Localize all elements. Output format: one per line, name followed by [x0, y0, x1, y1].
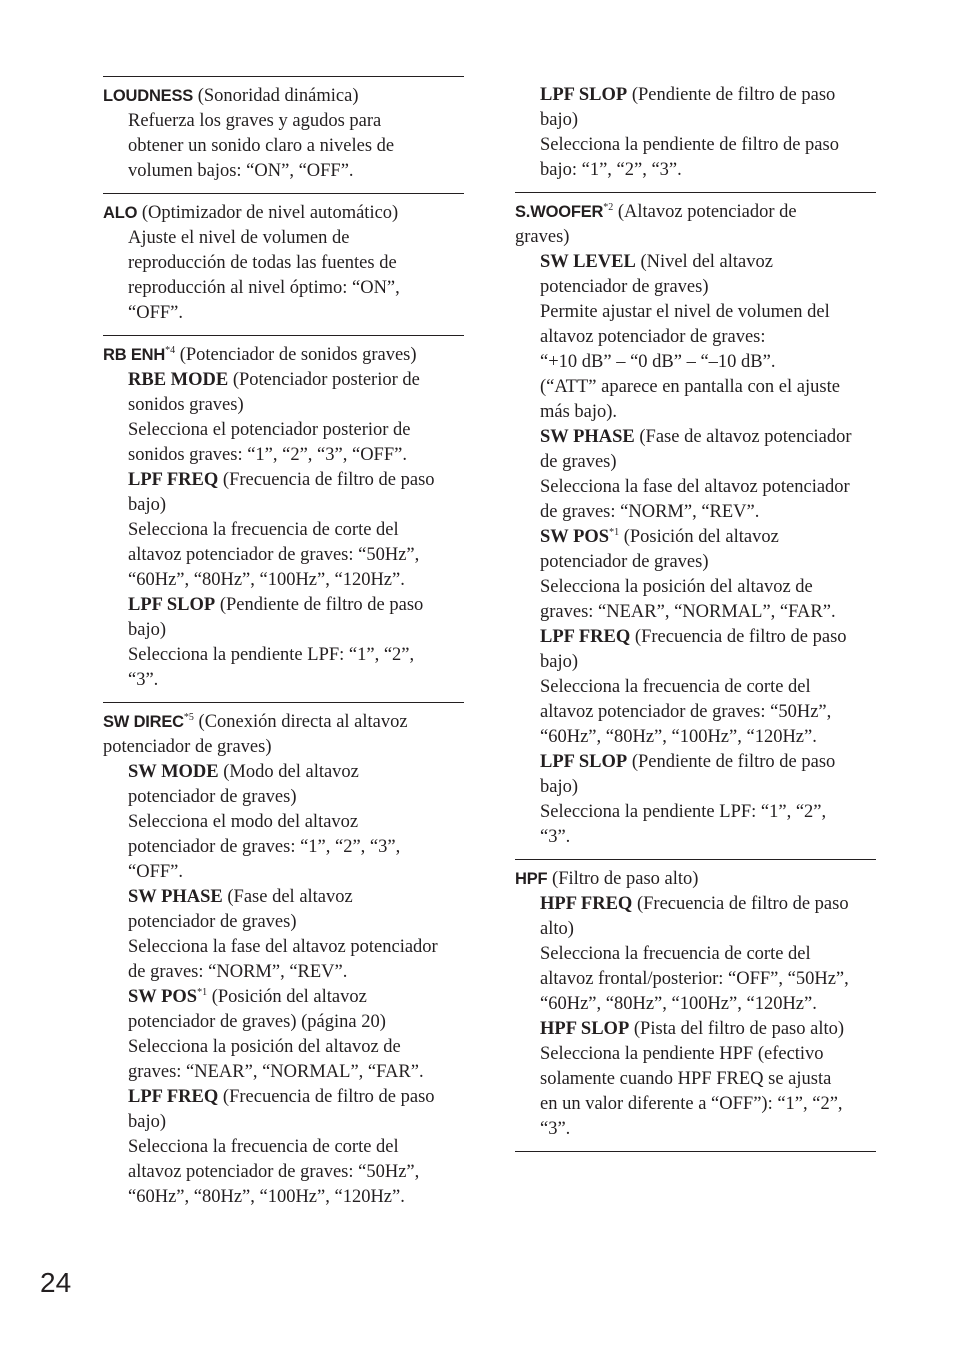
text-line: [515, 550, 876, 575]
subsetting-name: LPF SLOP: [540, 85, 628, 105]
text-line: [515, 650, 876, 675]
setting-name: ALO: [103, 204, 138, 222]
text-line: [103, 885, 464, 910]
line-text: bajo: “1”, “2”, “3”.: [540, 160, 682, 180]
text-line: [103, 393, 464, 418]
subsetting-name: LPF SLOP: [540, 752, 628, 772]
text-line: [103, 985, 464, 1010]
subsetting-name: SW POS: [128, 987, 198, 1007]
line-text: altavoz potenciador de graves: “50Hz”,: [128, 1162, 420, 1182]
subsetting-name: SW POS: [540, 527, 610, 547]
text-line: [515, 1092, 876, 1117]
line-text: graves: “NEAR”, “NORMAL”, “FAR”.: [540, 602, 836, 622]
text-line: [515, 675, 876, 700]
line-text: Selecciona la frecuencia de corte del: [128, 520, 399, 540]
line-text: “OFF”.: [128, 303, 183, 323]
text-line: [103, 910, 464, 935]
text-line: [103, 226, 464, 251]
line-text: sonidos graves): [128, 395, 244, 415]
text-line: [515, 158, 876, 183]
line-text: potenciador de graves): [540, 277, 709, 297]
line-text: Selecciona la pendiente LPF: “1”, “2”,: [540, 802, 827, 822]
text-line: [103, 618, 464, 643]
text-line: [515, 992, 876, 1017]
line-text: Selecciona la frecuencia de corte del: [128, 1137, 399, 1157]
line-text: (Frecuencia de filtro de paso: [632, 894, 849, 914]
text-line: [515, 500, 876, 525]
setting-name: HPF: [515, 870, 548, 888]
text-line: [103, 960, 464, 985]
footnote-marker: *5: [183, 712, 194, 723]
line-text: (“ATT” aparece en pantalla con el ajuste: [540, 377, 840, 397]
text-line: [103, 785, 464, 810]
line-text: potenciador de graves: “1”, “2”, “3”,: [128, 837, 401, 857]
text-line: [515, 133, 876, 158]
line-text: de graves: “NORM”, “REV”.: [128, 962, 348, 982]
line-text: Selecciona la pendiente LPF: “1”, “2”,: [128, 645, 415, 665]
text-line: [515, 750, 876, 775]
text-line: [515, 967, 876, 992]
text-line: [103, 710, 464, 735]
text-line: [103, 493, 464, 518]
subsetting-name: HPF FREQ: [540, 894, 633, 914]
line-text: “60Hz”, “80Hz”, “100Hz”, “120Hz”.: [128, 1187, 405, 1207]
line-text: (Potenciador de sonidos graves): [175, 345, 417, 365]
line-text: “OFF”.: [128, 862, 183, 882]
line-text: (Frecuencia de filtro de paso: [218, 1087, 435, 1107]
text-line: [103, 1010, 464, 1035]
text-line: [515, 375, 876, 400]
subsetting-name: SW MODE: [128, 762, 219, 782]
line-text: altavoz potenciador de graves: “50Hz”,: [540, 702, 832, 722]
line-text: “+10 dB” – “0 dB” – “–10 dB”.: [540, 352, 776, 372]
text-line: [103, 1160, 464, 1185]
footnote-marker: *4: [165, 345, 176, 356]
text-line: [515, 83, 876, 108]
setting-name: S.WOOFER: [515, 203, 604, 221]
text-line: [515, 275, 876, 300]
text-line: [103, 760, 464, 785]
text-line: [515, 525, 876, 550]
text-line: [515, 1017, 876, 1042]
text-line: [103, 84, 464, 109]
line-text: potenciador de graves): [128, 912, 297, 932]
line-text: bajo): [128, 1112, 167, 1132]
line-text: bajo): [540, 777, 579, 797]
line-text: (Fase del altavoz: [222, 887, 353, 907]
text-line: [515, 400, 876, 425]
line-text: potenciador de graves) (página 20): [128, 1012, 386, 1032]
text-line: [515, 892, 876, 917]
line-text: potenciador de graves): [103, 737, 272, 757]
text-line: [515, 700, 876, 725]
text-line: [103, 1110, 464, 1135]
line-text: “3”.: [540, 1119, 571, 1139]
subsetting-name: SW PHASE: [540, 427, 635, 447]
line-text: (Filtro de paso alto): [547, 869, 699, 889]
setting-section: [103, 702, 464, 1219]
text-line: [103, 468, 464, 493]
setting-name: RB ENH: [103, 346, 166, 364]
setting-section: [103, 335, 464, 702]
text-line: [103, 276, 464, 301]
setting-section: [103, 76, 464, 193]
line-text: reproducción de todas las fuentes de: [128, 253, 397, 273]
line-text: bajo): [540, 110, 579, 130]
line-text: de graves: “NORM”, “REV”.: [540, 502, 760, 522]
line-text: Selecciona la posición del altavoz de: [540, 577, 813, 597]
text-line: [103, 109, 464, 134]
text-line: [515, 800, 876, 825]
line-text: (Fase de altavoz potenciador: [634, 427, 852, 447]
text-line: [103, 593, 464, 618]
text-line: [103, 518, 464, 543]
line-text: “60Hz”, “80Hz”, “100Hz”, “120Hz”.: [540, 727, 817, 747]
line-text: (Posición del altavoz: [207, 987, 367, 1007]
line-text: “3”.: [540, 827, 571, 847]
line-text: (Pendiente de filtro de paso: [627, 85, 836, 105]
text-line: [515, 1117, 876, 1142]
text-line: [515, 942, 876, 967]
line-text: graves): [515, 227, 570, 247]
page-number: 24: [40, 1267, 72, 1298]
left-column: [103, 76, 464, 1219]
text-line: [103, 301, 464, 326]
subsetting-name: LPF FREQ: [128, 470, 219, 490]
text-line: [103, 835, 464, 860]
line-text: (Frecuencia de filtro de paso: [630, 627, 847, 647]
subsetting-name: LPF FREQ: [540, 627, 631, 647]
line-text: más bajo).: [540, 402, 618, 422]
line-text: (Pista del filtro de paso alto): [629, 1019, 845, 1039]
subsetting-name: SW LEVEL: [540, 252, 636, 272]
text-line: [515, 625, 876, 650]
line-text: (Posición del altavoz: [619, 527, 779, 547]
text-line: [103, 251, 464, 276]
line-text: Selecciona la fase del altavoz potenciador: [540, 477, 850, 497]
text-line: [515, 775, 876, 800]
text-line: [103, 668, 464, 693]
text-line: [103, 201, 464, 226]
line-text: Selecciona el potenciador posterior de: [128, 420, 411, 440]
line-text: potenciador de graves): [540, 552, 709, 572]
text-line: [515, 108, 876, 133]
setting-section: [515, 859, 876, 1152]
line-text: “60Hz”, “80Hz”, “100Hz”, “120Hz”.: [540, 994, 817, 1014]
text-line: [515, 825, 876, 850]
text-line: [515, 1067, 876, 1092]
text-line: [103, 159, 464, 184]
text-line: [103, 443, 464, 468]
line-text: altavoz frontal/posterior: “OFF”, “50Hz”,: [540, 969, 849, 989]
line-text: obtener un sonido claro a niveles de: [128, 136, 395, 156]
line-text: Selecciona la posición del altavoz de: [128, 1037, 401, 1057]
line-text: potenciador de graves): [128, 787, 297, 807]
line-text: Selecciona la fase del altavoz potenciador: [128, 937, 438, 957]
text-line: [515, 725, 876, 750]
text-line: [103, 1185, 464, 1210]
text-line: [103, 134, 464, 159]
line-text: (Pendiente de filtro de paso: [627, 752, 836, 772]
text-line: [515, 200, 876, 225]
text-line: [515, 475, 876, 500]
text-line: [515, 350, 876, 375]
line-text: (Pendiente de filtro de paso: [215, 595, 424, 615]
setting-section: [515, 76, 876, 192]
text-line: [103, 368, 464, 393]
line-text: (Nivel del altavoz: [635, 252, 773, 272]
line-text: Refuerza los graves y agudos para: [128, 111, 382, 131]
line-text: volumen bajos: “ON”, “OFF”.: [128, 161, 354, 181]
setting-section: [515, 192, 876, 859]
text-line: [515, 867, 876, 892]
line-text: “60Hz”, “80Hz”, “100Hz”, “120Hz”.: [128, 570, 405, 590]
line-text: de graves): [540, 452, 617, 472]
line-text: sonidos graves: “1”, “2”, “3”, “OFF”.: [128, 445, 407, 465]
text-line: [515, 917, 876, 942]
text-line: [103, 343, 464, 368]
subsetting-name: LPF FREQ: [128, 1087, 219, 1107]
text-line: [515, 425, 876, 450]
text-line: [515, 250, 876, 275]
footnote-marker: *1: [197, 987, 208, 998]
line-text: bajo): [540, 652, 579, 672]
line-text: (Frecuencia de filtro de paso: [218, 470, 435, 490]
line-text: (Sonoridad dinámica): [193, 86, 359, 106]
line-text: (Potenciador posterior de: [228, 370, 420, 390]
text-line: [103, 643, 464, 668]
line-text: altavoz potenciador de graves: “50Hz”,: [128, 545, 420, 565]
line-text: Selecciona el modo del altavoz: [128, 812, 359, 832]
footnote-marker: *2: [603, 202, 614, 213]
line-text: graves: “NEAR”, “NORMAL”, “FAR”.: [128, 1062, 424, 1082]
line-text: Selecciona la frecuencia de corte del: [540, 944, 811, 964]
line-text: “3”.: [128, 670, 159, 690]
text-line: [515, 575, 876, 600]
text-line: [103, 1085, 464, 1110]
line-text: Selecciona la frecuencia de corte del: [540, 677, 811, 697]
line-text: alto): [540, 919, 574, 939]
line-text: altavoz potenciador de graves:: [540, 327, 766, 347]
text-line: [103, 568, 464, 593]
text-line: [103, 543, 464, 568]
text-line: [515, 1042, 876, 1067]
line-text: (Modo del altavoz: [218, 762, 359, 782]
text-line: [103, 860, 464, 885]
text-line: [515, 325, 876, 350]
line-text: bajo): [128, 495, 167, 515]
line-text: en un valor diferente a “OFF”): “1”, “2”,: [540, 1094, 843, 1114]
text-line: [103, 735, 464, 760]
line-text: Selecciona la pendiente HPF (efectivo: [540, 1044, 824, 1064]
text-line: [103, 810, 464, 835]
line-text: (Altavoz potenciador de: [613, 202, 797, 222]
line-text: bajo): [128, 620, 167, 640]
text-line: [515, 450, 876, 475]
text-line: [103, 418, 464, 443]
right-column: [515, 76, 876, 1152]
line-text: solamente cuando HPF FREQ se ajusta: [540, 1069, 832, 1089]
text-line: [515, 600, 876, 625]
subsetting-name: HPF SLOP: [540, 1019, 630, 1039]
subsetting-name: RBE MODE: [128, 370, 229, 390]
text-line: [103, 935, 464, 960]
setting-name: LOUDNESS: [103, 87, 194, 105]
setting-name: SW DIREC: [103, 713, 184, 731]
line-text: Ajuste el nivel de volumen de: [128, 228, 350, 248]
text-line: [515, 225, 876, 250]
line-text: (Optimizador de nivel automático): [137, 203, 399, 223]
subsetting-name: LPF SLOP: [128, 595, 216, 615]
footnote-marker: *1: [609, 527, 620, 538]
text-line: [103, 1060, 464, 1085]
text-line: [515, 300, 876, 325]
line-text: Selecciona la pendiente de filtro de paso: [540, 135, 839, 155]
subsetting-name: SW PHASE: [128, 887, 223, 907]
setting-section: [103, 193, 464, 335]
text-line: [103, 1135, 464, 1160]
line-text: Permite ajustar el nivel de volumen del: [540, 302, 830, 322]
line-text: reproducción al nivel óptimo: “ON”,: [128, 278, 400, 298]
line-text: (Conexión directa al altavoz: [193, 712, 408, 732]
text-line: [103, 1035, 464, 1060]
